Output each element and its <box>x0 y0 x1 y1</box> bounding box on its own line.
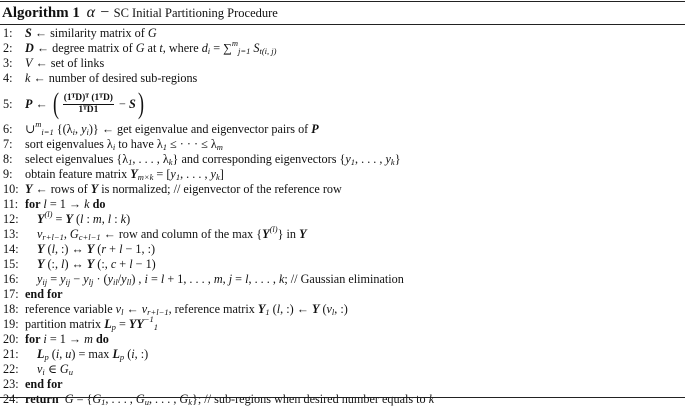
math-segment: (l) <box>269 224 278 234</box>
math-segment: y <box>121 272 127 286</box>
text-segment: obtain feature matrix <box>25 167 131 181</box>
text-segment: ( <box>94 242 102 256</box>
text-segment: ≤ · · · ≤ λ <box>166 137 217 151</box>
algorithm-line <box>3 152 685 167</box>
math-segment: l <box>80 212 84 226</box>
math-segment: G <box>135 392 145 406</box>
math-segment: S <box>250 41 260 55</box>
math-segment: i <box>43 332 47 346</box>
line-number: 13: <box>3 227 19 241</box>
text-segment: , where <box>162 41 202 55</box>
text-segment: } and corresponding eigenvectors { <box>172 152 346 166</box>
math-segment: 1 <box>128 157 133 167</box>
line-number: 8: <box>3 152 13 166</box>
line-number: 16: <box>3 272 19 286</box>
text-segment: ( <box>124 347 132 361</box>
line-content <box>25 314 159 332</box>
math-segment: YY <box>128 317 144 331</box>
line-number: 6: <box>3 122 13 136</box>
math-segment: m <box>35 119 42 129</box>
math-segment: p <box>44 352 49 362</box>
math-segment: y <box>60 272 66 286</box>
text-segment: = { <box>73 392 93 406</box>
text-segment: } <box>394 152 401 166</box>
math-segment: Y <box>86 242 95 256</box>
line-number: 23: <box>3 377 19 391</box>
algorithm-line <box>3 257 685 272</box>
math-segment: return <box>25 392 62 406</box>
math-segment: k <box>188 397 193 407</box>
math-segment: c <box>110 257 117 271</box>
math-segment: G <box>179 392 189 406</box>
math-segment: G <box>69 227 79 241</box>
math-segment: k <box>25 71 31 85</box>
math-segment: l <box>121 307 124 317</box>
top-rule <box>0 1 685 2</box>
text-segment: , . . . , <box>105 392 136 406</box>
math-segment: y <box>210 167 216 181</box>
text-segment: ← <box>32 96 51 111</box>
algorithm-line <box>3 332 685 347</box>
line-content <box>25 209 131 227</box>
math-segment: l <box>129 257 133 271</box>
line-content <box>25 137 223 152</box>
algorithm-line <box>3 38 685 56</box>
math-segment: y <box>83 272 89 286</box>
math-segment: G <box>64 392 74 406</box>
math-segment: t(i, j) <box>259 46 277 56</box>
line-content <box>25 272 404 287</box>
line-number: 24: <box>3 392 19 406</box>
text-segment: ( <box>72 212 81 226</box>
math-segment: 1 <box>101 397 106 407</box>
algorithm-line <box>3 197 685 212</box>
line-number: 19: <box>3 317 19 331</box>
math-segment: G <box>147 26 157 40</box>
text-segment: , . . . , <box>180 167 211 181</box>
math-segment: Y <box>37 242 45 256</box>
algorithm-line <box>3 272 685 287</box>
math-segment: d <box>201 41 208 55</box>
math-segment: i <box>42 367 45 377</box>
line-number: 21: <box>3 347 19 361</box>
line-content <box>25 347 148 362</box>
math-segment: l <box>61 257 65 271</box>
text-segment: + <box>106 242 120 256</box>
math-segment: i <box>112 142 116 152</box>
math-segment: 1 <box>265 307 270 317</box>
math-segment: Y <box>86 257 95 271</box>
line-number: 1: <box>3 26 13 40</box>
math-segment: i <box>207 46 211 56</box>
math-segment: p <box>111 322 116 332</box>
text-segment: = 1 → <box>46 197 85 211</box>
text-segment: sort eigenvalues λ <box>25 137 113 151</box>
math-segment: 1 <box>175 172 181 182</box>
line-number: 9: <box>3 167 13 181</box>
line-content <box>25 362 73 377</box>
text-segment: − 1, :) <box>122 242 156 256</box>
line-content <box>25 302 348 317</box>
text-segment: ( <box>44 242 52 256</box>
text-segment: + <box>116 257 130 271</box>
text-segment: at <box>144 41 160 55</box>
line-number: 14: <box>3 242 19 256</box>
line-number: 12: <box>3 212 19 226</box>
text-segment: , :) <box>334 302 348 316</box>
math-segment: u <box>144 397 149 407</box>
text-segment: ← row and column of the max { <box>100 227 263 241</box>
text-segment: ← number of desired sub-regions <box>30 71 198 85</box>
caption-rule <box>0 24 685 25</box>
algorithm-body <box>3 26 685 407</box>
text-segment: (:, <box>94 257 111 271</box>
text-segment: ) <box>126 212 131 226</box>
text-segment: , <box>59 347 66 361</box>
math-segment: y <box>385 152 391 166</box>
text-segment: , :) ← <box>280 302 312 316</box>
text-segment: , reference matrix <box>168 302 258 316</box>
text-segment: + 1, . . . , <box>164 272 214 286</box>
math-segment: ) <box>137 87 144 120</box>
text-segment: ) = max <box>71 347 113 361</box>
text-segment: ∪ <box>25 122 36 136</box>
bottom-rule <box>0 397 685 398</box>
text-segment: = ∑ <box>210 41 232 55</box>
text-segment: : <box>83 212 93 226</box>
math-segment: lj <box>88 277 94 287</box>
algorithm-label: Algorithm 1 <box>2 5 80 21</box>
text-segment: = <box>147 272 161 286</box>
algorithm-line <box>3 137 685 152</box>
algorithm-alpha: α − <box>86 4 110 21</box>
math-segment: D <box>25 41 34 55</box>
text-segment: , :) ↔ <box>54 242 87 256</box>
math-segment: Y <box>311 302 320 316</box>
math-segment: (l) <box>44 209 53 219</box>
text-segment: − <box>70 272 84 286</box>
text-segment: ← set of links <box>32 56 105 70</box>
math-segment: i <box>131 347 135 361</box>
math-segment: L <box>112 347 120 361</box>
math-segment: y <box>81 122 87 136</box>
algorithm-name: SC Initial Partitioning Procedure <box>113 6 278 20</box>
line-content <box>25 224 307 242</box>
line-content <box>25 257 156 272</box>
math-segment: u <box>68 367 73 377</box>
algorithm-line <box>3 224 685 242</box>
math-segment: r <box>101 242 107 256</box>
math-segment: Y <box>257 302 266 316</box>
math-segment: l <box>43 197 47 211</box>
text-segment: , . . . , <box>248 272 279 286</box>
text-segment: = <box>47 272 61 286</box>
text-segment: , <box>63 227 70 241</box>
math-segment: k <box>168 157 173 167</box>
text-segment: ← <box>123 302 142 316</box>
line-number: 10: <box>3 182 19 196</box>
math-segment: Y <box>262 227 270 241</box>
text-segment: ← similarity matrix of <box>31 26 148 40</box>
math-segment: 1 <box>162 142 167 152</box>
math-segment: r+l−1 <box>147 307 169 317</box>
line-number: 20: <box>3 332 19 346</box>
text-segment: , . . . , λ <box>132 152 169 166</box>
text-segment: ) , <box>131 272 145 286</box>
text-segment: , . . . , <box>148 392 180 406</box>
line-number: 5: <box>3 96 13 111</box>
math-segment: m <box>216 142 223 152</box>
algorithm-line <box>3 347 685 362</box>
line-content <box>25 152 401 167</box>
math-segment: i=1 <box>41 127 54 137</box>
text-segment: select eigenvalues {λ <box>25 152 129 166</box>
math-segment: u <box>65 347 72 361</box>
line-content <box>25 71 197 86</box>
text-segment: · ( <box>93 272 108 286</box>
math-segment: ( <box>52 87 59 120</box>
math-segment: ij <box>42 277 48 287</box>
math-segment: Y <box>90 182 99 196</box>
algorithm-line <box>3 362 685 377</box>
math-segment: v <box>37 362 43 376</box>
math-segment: do <box>89 197 106 211</box>
math-segment: k <box>428 392 435 406</box>
math-segment: l <box>245 272 249 286</box>
text-segment: : <box>111 212 121 226</box>
line-number: 7: <box>3 137 13 151</box>
text-segment: , :) <box>134 347 149 361</box>
math-segment: G <box>59 362 69 376</box>
algorithm-line <box>3 167 685 182</box>
math-segment: v <box>326 302 332 316</box>
line-content <box>25 332 109 347</box>
line-content <box>25 392 434 407</box>
line-number: 2: <box>3 41 13 55</box>
math-segment: il <box>113 277 118 287</box>
text-segment: to have λ <box>115 137 163 151</box>
math-segment: m <box>213 272 223 286</box>
math-segment: L <box>37 347 45 361</box>
line-number: 3: <box>3 56 13 70</box>
text-segment: ( <box>48 347 56 361</box>
math-segment: m <box>84 332 93 346</box>
line-number: 11: <box>3 197 19 211</box>
math-segment: i <box>72 127 75 137</box>
math-segment: y <box>170 167 176 181</box>
math-segment: k <box>120 212 127 226</box>
algorithm-line <box>3 287 685 302</box>
math-segment: c+l−1 <box>78 232 101 242</box>
text-segment: = 1 → <box>46 332 85 346</box>
algorithm-line <box>3 86 685 122</box>
math-segment: P <box>25 96 33 111</box>
math-segment: Y <box>37 212 45 226</box>
text-segment: ) ↔ <box>64 257 87 271</box>
math-segment: m <box>231 38 238 48</box>
algorithm-line <box>3 56 685 71</box>
math-segment: i <box>86 127 89 137</box>
text-segment: partition matrix <box>25 317 105 331</box>
algorithm-line <box>3 26 685 41</box>
math-segment: l <box>160 272 165 286</box>
math-segment: P <box>311 122 319 136</box>
text-segment: ← degree matrix of <box>33 41 136 55</box>
text-segment: ] <box>219 167 224 181</box>
text-segment: ( <box>319 302 327 316</box>
line-content <box>25 38 277 56</box>
math-segment: k <box>278 272 285 286</box>
text-segment: ← rows of <box>32 182 91 196</box>
math-segment: v <box>115 302 122 316</box>
math-segment: 1 <box>153 322 159 332</box>
math-segment: y <box>107 272 114 286</box>
text-segment: ; // Gaussian elimination <box>284 272 404 286</box>
math-segment: y <box>345 152 351 166</box>
text-segment: = <box>115 317 129 331</box>
math-segment: l <box>331 307 335 317</box>
algorithm-line <box>3 302 685 317</box>
line-number: 22: <box>3 362 19 376</box>
math-segment: i <box>55 347 60 361</box>
text-segment: reference variable <box>25 302 116 316</box>
fraction-numerator: (1ᵀD)ᵀ (1ᵀD) <box>63 92 113 103</box>
math-segment: l <box>51 242 55 256</box>
math-segment: k <box>215 172 220 182</box>
math-segment: G <box>135 41 145 55</box>
algorithm-line <box>3 71 685 86</box>
math-segment: G <box>92 392 102 406</box>
text-segment: / <box>117 272 122 286</box>
math-segment: j <box>228 272 233 286</box>
text-segment: is normalized; // eigenvector of the reference row <box>98 182 342 196</box>
text-segment: − <box>115 96 129 111</box>
line-content <box>25 119 319 137</box>
math-segment: S <box>25 26 32 40</box>
line-number: 4: <box>3 71 13 85</box>
math-segment: Y <box>37 257 45 271</box>
fraction <box>63 93 114 116</box>
math-segment: v <box>141 302 148 316</box>
math-segment: 1 <box>350 157 356 167</box>
text-segment: ( <box>269 302 277 316</box>
math-segment: Y <box>130 167 138 181</box>
math-segment: end for <box>25 377 63 391</box>
math-segment: j=1 <box>237 46 251 56</box>
math-segment: −1 <box>143 314 154 324</box>
math-segment: Y <box>65 212 73 226</box>
text-segment: , <box>222 272 229 286</box>
line-content <box>25 26 157 41</box>
line-number: 18: <box>3 302 19 316</box>
math-segment: m <box>92 212 102 226</box>
math-segment: ij <box>65 277 71 287</box>
line-content <box>25 197 105 212</box>
math-segment: Y <box>299 227 307 241</box>
text-segment: − 1) <box>132 257 156 271</box>
line-content <box>25 182 342 197</box>
text-segment: = <box>52 212 66 226</box>
line-content <box>25 167 224 182</box>
math-segment: for <box>25 197 44 211</box>
text-segment: , <box>101 212 108 226</box>
algorithm-line <box>3 209 685 227</box>
math-segment: ll <box>126 277 132 287</box>
algorithm-line <box>3 392 685 407</box>
text-segment: ∈ <box>44 362 60 376</box>
algorithm-line <box>3 314 685 332</box>
math-segment: end for <box>25 287 63 301</box>
algorithm-caption <box>2 4 278 22</box>
line-content <box>25 89 146 119</box>
math-segment: V <box>25 56 33 70</box>
text-segment: = <box>232 272 246 286</box>
math-segment: l <box>119 242 123 256</box>
text-segment: (:, <box>44 257 62 271</box>
text-segment: )} ← get eigenvalue and eigenvector pairs of <box>88 122 312 136</box>
math-segment: do <box>92 332 109 346</box>
algorithm-line <box>3 182 685 197</box>
text-segment: } in <box>277 227 300 241</box>
fraction-denominator: 1ᵀD1 <box>78 104 99 115</box>
math-segment: m×k <box>137 172 154 182</box>
algorithm-line <box>3 377 685 392</box>
text-segment: , <box>74 122 82 136</box>
math-segment: k <box>84 197 90 211</box>
math-segment: k <box>390 157 395 167</box>
math-segment: L <box>104 317 112 331</box>
algorithm-line <box>3 242 685 257</box>
math-segment: for <box>25 332 44 346</box>
math-segment: Y <box>25 182 33 196</box>
text-segment: , . . . , <box>355 152 386 166</box>
math-segment: p <box>119 352 125 362</box>
math-segment: t <box>159 41 163 55</box>
text-segment: {(λ <box>53 122 73 136</box>
line-number: 17: <box>3 287 19 301</box>
text-segment: }; // sub-regions when desired number equals to <box>192 392 429 406</box>
line-number: 15: <box>3 257 19 271</box>
math-segment: r+l−1 <box>42 232 64 242</box>
math-segment: y <box>37 272 43 286</box>
line-content <box>25 56 104 71</box>
math-segment: S <box>128 96 136 111</box>
math-segment: i <box>144 272 148 286</box>
math-segment: v <box>37 227 43 241</box>
math-segment: l <box>107 212 112 226</box>
math-segment: l <box>276 302 281 316</box>
text-segment: = [ <box>153 167 171 181</box>
algorithm-line <box>3 119 685 137</box>
